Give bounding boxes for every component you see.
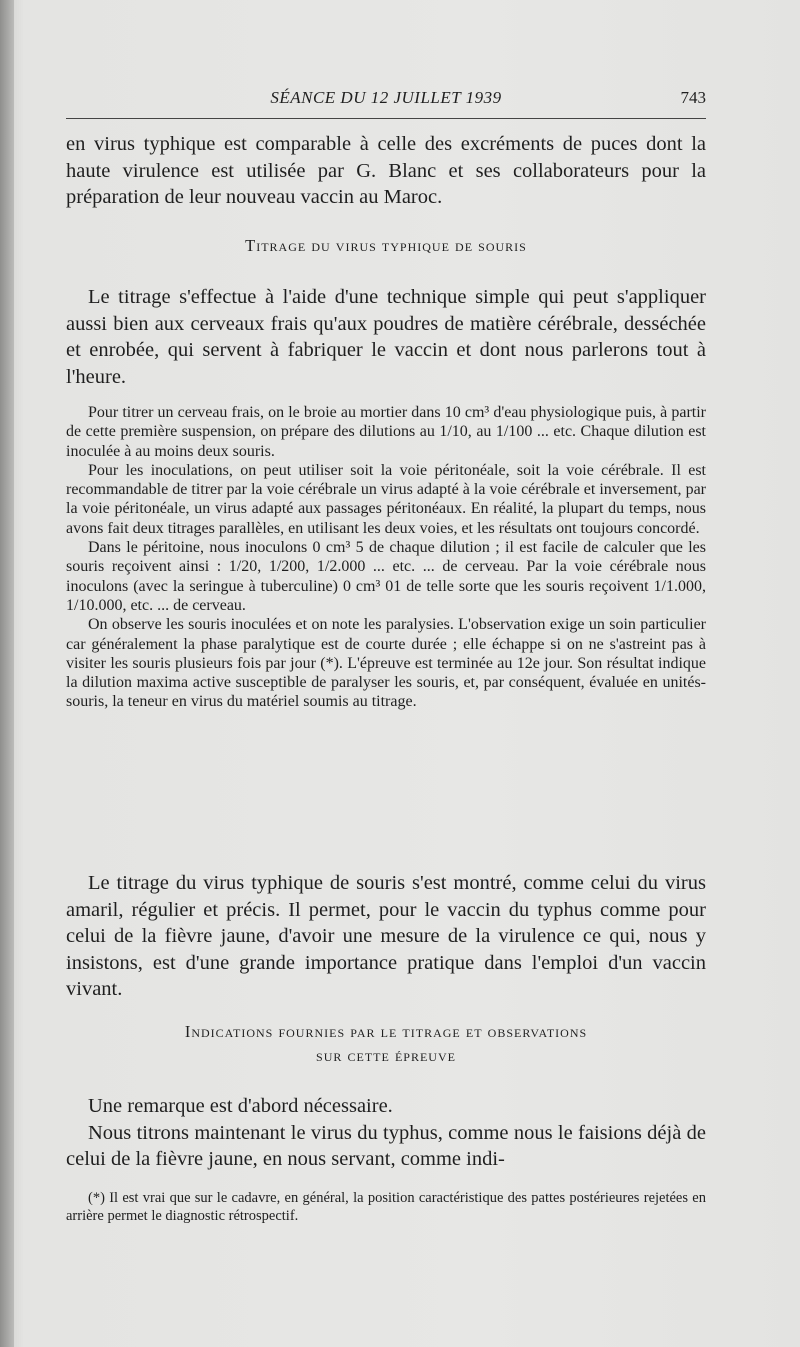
small-print-block	[66, 403, 706, 712]
small-paragraph: Pour les inoculations, on peut utiliser soit la voie péritonéale, soit la voie cérébrale. Il est recommandable de titrer par la voie cérébrale un virus adapté à la voie cérébrale et inversement, par la voie péritonéale, un virus adapté aux passages péritonéaux. En réalité, la plupart du temps, nous avons fait deux titrages parallèles, en utilisant les deux voies, et les résultats ont toujours concordé.	[66, 461, 706, 537]
section-heading-indications-line1: Indications fournies par le titrage et observations	[184, 1022, 588, 1041]
conclusion-text: Le titrage du virus typhique de souris s'est montré, comme celui du virus amaril, régulier et précis. Il permet, pour le vaccin du typhus comme pour celui de la fièvre jaune, d'avoir une mesure de la virulence ce qui, nous y insistons, est d'une grande importance pratique dans l'emploi d'un vaccin vivant.	[66, 872, 706, 1000]
small-paragraph: Pour titrer un cerveau frais, on le broie au mortier dans 10 cm³ d'eau physiologique puis, à partir de cette première suspension, on prépare des dilutions au 1/10, au 1/100 ... etc. Chaque dilution est inoculée à au moins deux souris.	[66, 404, 706, 460]
section2-paragraph: Une remarque est d'abord nécessaire.	[88, 1095, 393, 1117]
section2-text	[66, 1093, 706, 1173]
book-binding-edge	[0, 0, 14, 1347]
footnote-text: (*) Il est vrai que sur le cadavre, en général, la position caractéristique des pattes postérieures rejetées en arrière permet le diagnostic rétrospectif.	[66, 1190, 706, 1224]
section1-paragraph	[66, 284, 706, 390]
page-header	[66, 88, 706, 116]
intro-text: en virus typhique est comparable à celle des excréments de puces dont la haute virulence est utilisée par G. Blanc et ses collaborateurs pour la préparation de leur nouveau vaccin au Maroc.	[66, 133, 706, 208]
running-title: SÉANCE DU 12 JUILLET 1939	[270, 88, 502, 107]
header-rule	[66, 118, 706, 119]
small-paragraph: On observe les souris inoculées et on note les paralysies. L'observation exige un soin particulier car généralement la phase paralytique est de courte durée ; elle échappe si on ne s'astreint pas à visiter les souris plusieurs fois par jour (*). L'épreuve est terminée au 12e jour. Son résultat indique la dilution maxima active susceptible de paralyser les souris, et, par conséquent, évaluée en unités-souris, la teneur en virus du matériel soumis au titrage.	[66, 616, 706, 711]
footnote	[66, 1189, 706, 1225]
page-number: 743	[680, 88, 706, 107]
intro-paragraph	[66, 131, 706, 211]
section-heading-indications-line2: sur cette épreuve	[316, 1046, 456, 1065]
section-heading-titrage: Titrage du virus typhique de souris	[245, 236, 527, 255]
conclusion-paragraph	[66, 870, 706, 1003]
small-paragraph: Dans le péritoine, nous inoculons 0 cm³ 5 de chaque dilution ; il est facile de calculer que les souris reçoivent ainsi : 1/20, 1/200, 1/2.000 ... etc. ... de cerveau. Par la voie cérébrale nous inoculons (avec la seringue à tuberculine) 0 cm³ 01 de telle sorte que les souris reçoivent 1/1.000, 1/10.000, etc. ... de cerveau.	[66, 539, 706, 614]
section1-paragraph-text: Le titrage s'effectue à l'aide d'une technique simple qui peut s'appliquer aussi bien aux cerveaux frais qu'aux poudres de matière cérébrale, desséchée et enrobée, qui servent à fabriquer le vaccin et dont nous parlerons tout à l'heure.	[66, 286, 706, 388]
section2-paragraph: Nous titrons maintenant le virus du typhus, comme nous le faisions déjà de celui de la fièvre jaune, en nous servant, comme indi-	[66, 1121, 706, 1170]
